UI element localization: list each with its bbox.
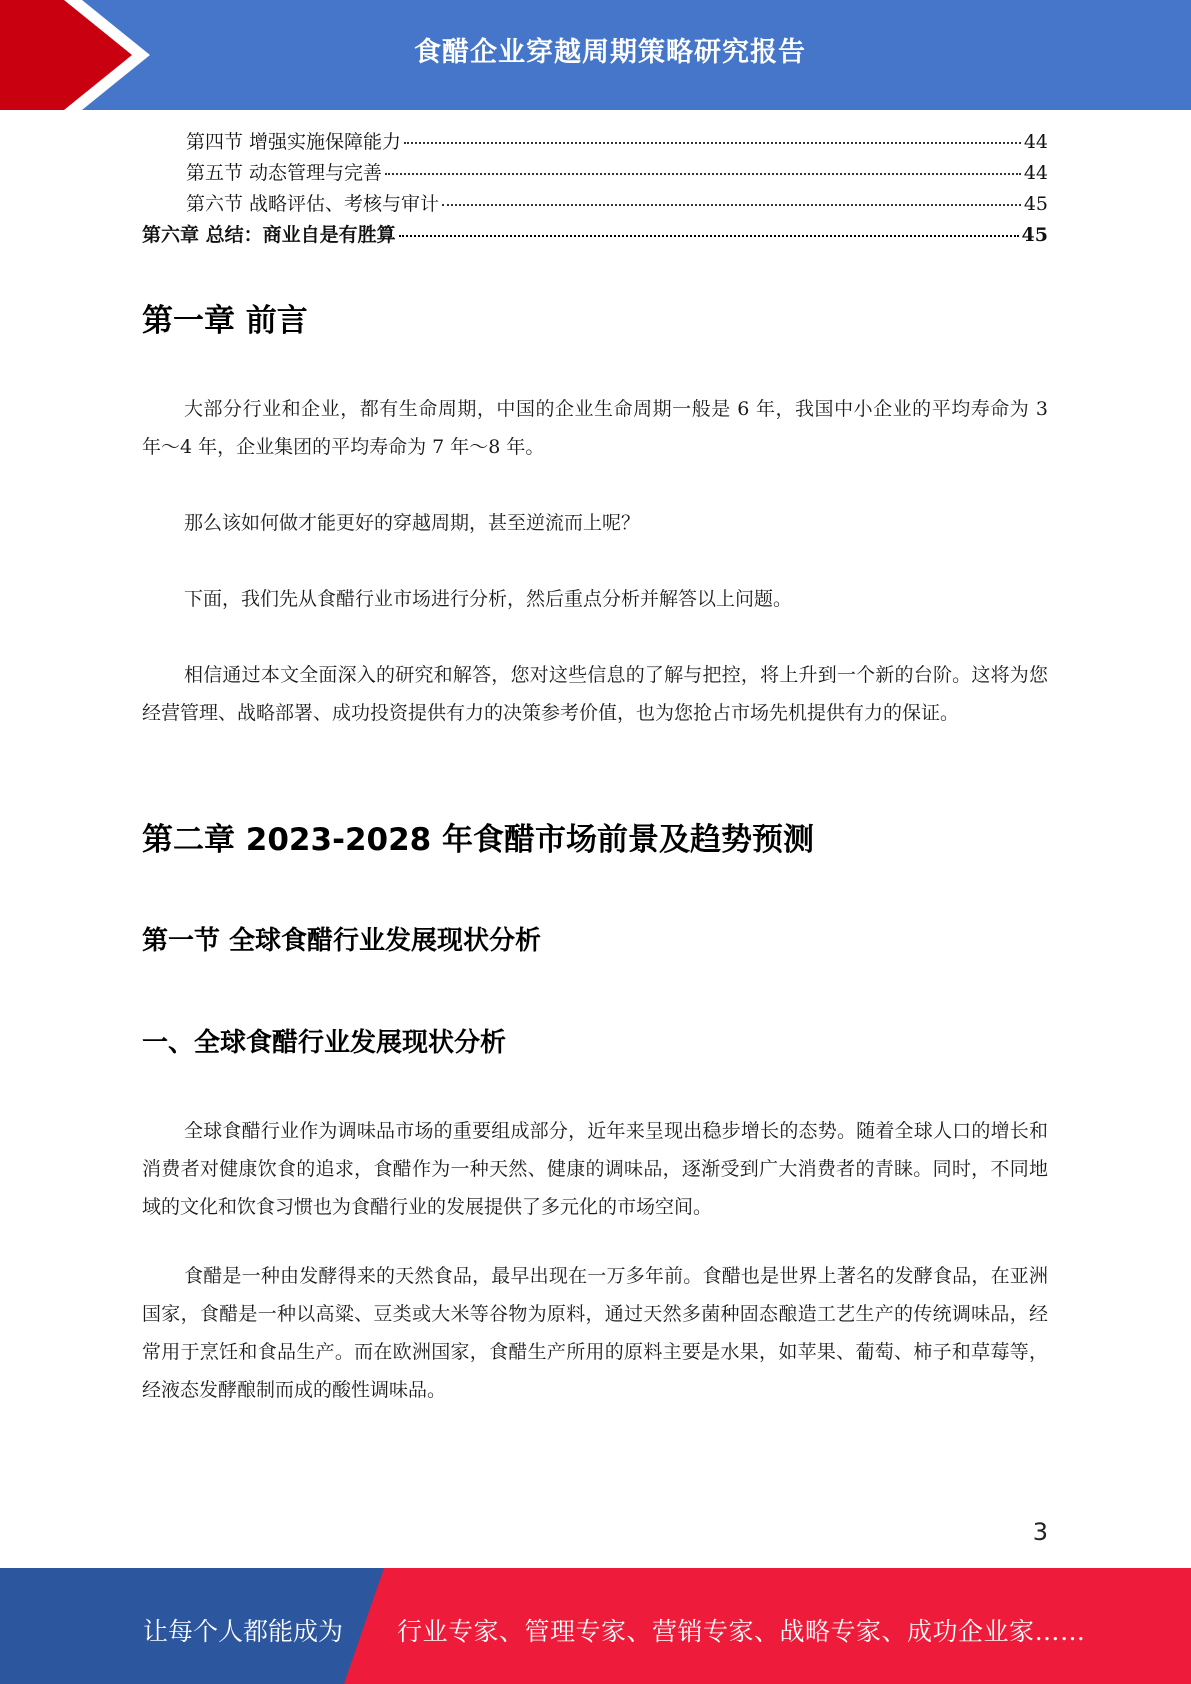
footer-slogan-left: 让每个人都能成为 xyxy=(143,1617,344,1646)
body-paragraph: 相信通过本文全面深入的研究和解答，您对这些信息的了解与把控，将上升到一个新的台阶。这将为您经营管理、战略部署、成功投资提供有力的决策参考价值，也为您抢占市场先机提供有力的保证。 xyxy=(142,664,1048,724)
toc-entry[interactable] xyxy=(142,127,1048,158)
page-number: 3 xyxy=(1032,1518,1048,1546)
page-header xyxy=(0,0,1191,110)
toc-leader-dots xyxy=(385,173,1021,175)
toc-entry-label: 第五节 动态管理与完善 xyxy=(186,162,383,184)
header-title: 食醋企业穿越周期策略研究报告 xyxy=(414,37,806,68)
toc-entry[interactable] xyxy=(142,158,1048,189)
chapter-heading: 第二章 2023-2028 年食醋市场前景及趋势预测 xyxy=(142,822,815,858)
chapter-heading: 第一章 前言 xyxy=(142,303,308,339)
toc-leader-dots xyxy=(442,204,1021,206)
body-paragraph: 大部分行业和企业，都有生命周期，中国的企业生命周期一般是 6 年，我国中小企业的平均寿命为 3 年～4 年，企业集团的平均寿命为 7 年～8 年。 xyxy=(142,398,1048,458)
toc-entry[interactable] xyxy=(142,189,1048,220)
toc-entry-page: 44 xyxy=(1023,131,1048,153)
body-paragraph: 那么该如何做才能更好的穿越周期，甚至逆流而上呢？ xyxy=(184,512,641,534)
toc-entry[interactable] xyxy=(142,220,1048,251)
footer-slogan-right: 行业专家、管理专家、营销专家、战略专家、成功企业家…… xyxy=(397,1617,1086,1646)
toc-entry-label: 第四节 增强实施保障能力 xyxy=(186,131,402,153)
body-paragraph: 全球食醋行业作为调味品市场的重要组成部分，近年来呈现出稳步增长的态势。随着全球人口的增长和消费者对健康饮食的追求，食醋作为一种天然、健康的调味品，逐渐受到广大消费者的青睐。同时，不同地域的文化和饮食习惯也为食醋行业的发展提供了多元化的市场空间。 xyxy=(142,1120,1048,1218)
header-arrow-decoration xyxy=(0,0,200,110)
toc-entry-page: 45 xyxy=(1023,193,1048,215)
toc-leader-dots xyxy=(399,235,1019,237)
subsection-heading: 一、全球食醋行业发展现状分析 xyxy=(142,1028,507,1058)
page-footer xyxy=(0,1568,1191,1684)
toc-entry-label: 第六章 总结：商业自是有胜算 xyxy=(142,224,396,246)
toc-entry-page: 45 xyxy=(1021,224,1048,246)
body-paragraph: 食醋是一种由发酵得来的天然食品，最早出现在一万多年前。食醋也是世界上著名的发酵食品，在亚洲国家，食醋是一种以高粱、豆类或大米等谷物为原料，通过天然多菌种固态酿造工艺生产的传统调味品，经常用于烹饪和食品生产。而在欧洲国家，食醋生产所用的原料主要是水果，如苹果、葡萄、柿子和草莓等，经液态发酵酿制而成的酸性调味品。 xyxy=(142,1265,1048,1401)
toc-entry-label: 第六节 战略评估、考核与审计 xyxy=(186,193,440,215)
toc-leader-dots xyxy=(404,142,1021,144)
table-of-contents xyxy=(142,127,1048,251)
body-paragraph: 下面，我们先从食醋行业市场进行分析，然后重点分析并解答以上问题。 xyxy=(184,588,793,610)
section-heading: 第一节 全球食醋行业发展现状分析 xyxy=(142,926,542,956)
toc-entry-page: 44 xyxy=(1023,162,1048,184)
